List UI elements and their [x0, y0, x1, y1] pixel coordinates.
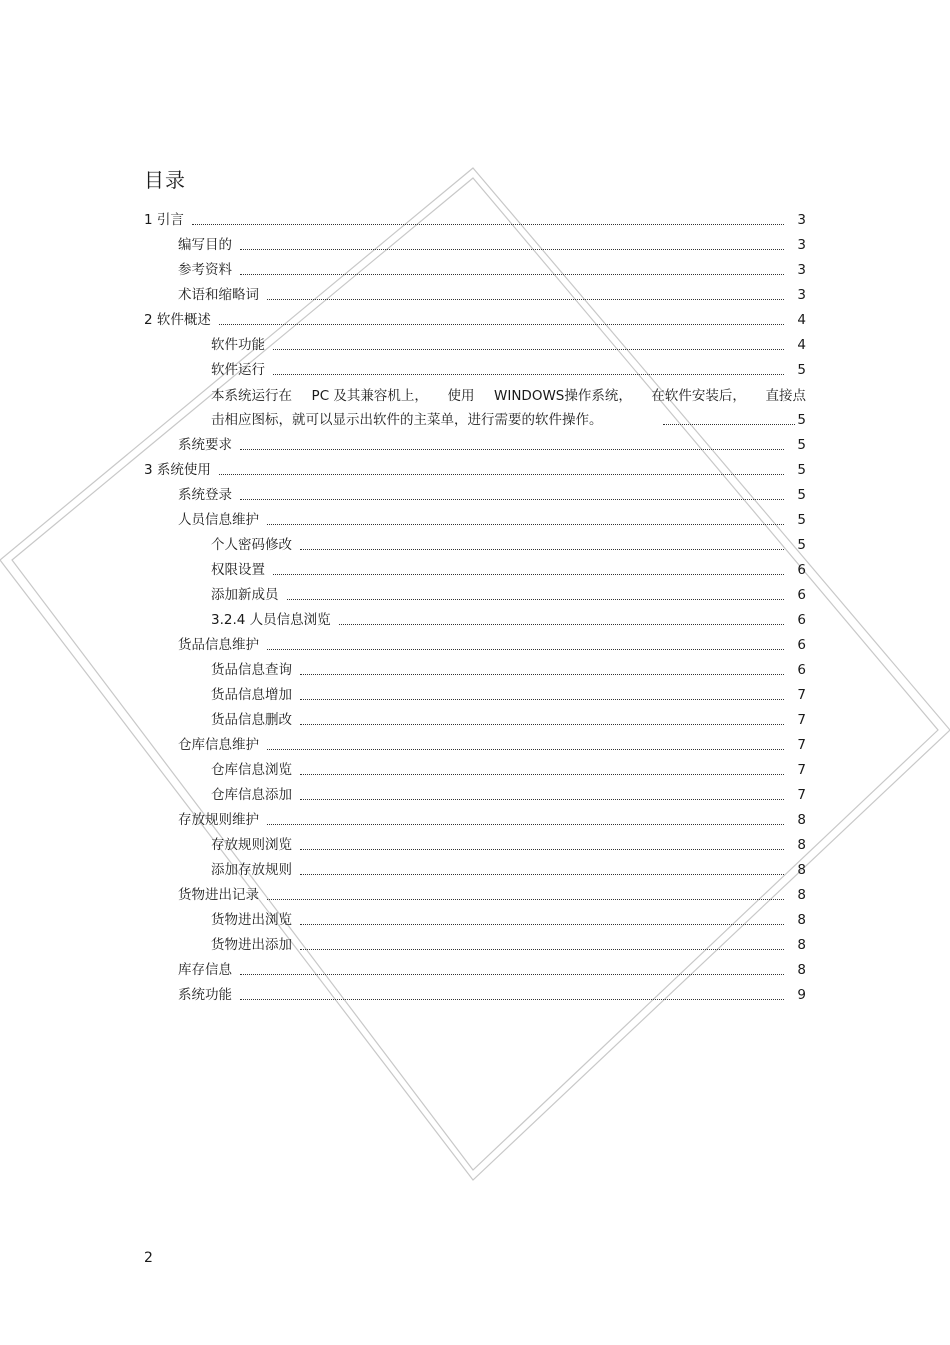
- toc-entry-label: 系统功能: [178, 987, 232, 1003]
- toc-page-number: 7: [797, 787, 806, 803]
- toc-page-number: 5: [797, 412, 806, 428]
- dot-leader: [300, 699, 784, 700]
- dot-leader: [267, 524, 784, 525]
- toc-page-number: 5: [797, 437, 806, 453]
- toc-page-number: 3: [797, 237, 806, 253]
- paragraph-line-1: [211, 382, 806, 405]
- toc-page-number: 7: [797, 762, 806, 778]
- paragraph-word: WINDOWS操作系统，: [494, 388, 632, 404]
- dot-leader: [300, 924, 784, 925]
- dot-leader: [273, 374, 784, 375]
- toc-page-number: 8: [797, 862, 806, 878]
- toc-entry-label: 仓库信息浏览: [211, 762, 292, 778]
- dot-leader: [300, 724, 784, 725]
- toc-entry[interactable]: [144, 230, 806, 255]
- toc-entry-label: 编写目的: [178, 237, 232, 253]
- toc-entry[interactable]: [144, 255, 806, 280]
- toc-page-number: 8: [797, 812, 806, 828]
- toc-entry-label: 术语和缩略词: [178, 287, 259, 303]
- dot-leader: [240, 999, 784, 1000]
- toc-entry[interactable]: [144, 555, 806, 580]
- toc-entry-label: 存放规则浏览: [211, 837, 292, 853]
- toc-page-number: 8: [797, 912, 806, 928]
- toc-entry[interactable]: [144, 305, 806, 330]
- toc-page-number: 5: [797, 362, 806, 378]
- toc-entry-label: 权限设置: [211, 562, 265, 578]
- toc-page-number: 6: [797, 637, 806, 653]
- dot-leader: [339, 624, 784, 625]
- toc-page-number: 4: [797, 312, 806, 328]
- toc-entry-label: 仓库信息添加: [211, 787, 292, 803]
- paragraph-word: PC 及其兼容机上，: [311, 388, 428, 404]
- dot-leader: [663, 424, 796, 425]
- toc-page-number: 6: [797, 562, 806, 578]
- toc-entry[interactable]: [144, 655, 806, 680]
- toc-page-number: 8: [797, 937, 806, 953]
- toc-entry[interactable]: [144, 805, 806, 830]
- toc-page-number: 5: [797, 537, 806, 553]
- dot-leader: [192, 224, 784, 225]
- dot-leader: [267, 749, 784, 750]
- dot-leader: [240, 249, 784, 250]
- toc-entry-label: 系统要求: [178, 437, 232, 453]
- toc-page-number: 8: [797, 887, 806, 903]
- toc-entry[interactable]: [144, 755, 806, 780]
- page-number: 2: [144, 1250, 153, 1266]
- toc-entry-label: 存放规则维护: [178, 812, 259, 828]
- toc-entry[interactable]: [144, 780, 806, 805]
- dot-leader: [267, 824, 784, 825]
- toc-entry[interactable]: [144, 905, 806, 930]
- dot-leader: [267, 299, 784, 300]
- dot-leader: [219, 474, 784, 475]
- toc-entry[interactable]: [144, 355, 806, 380]
- toc-entry[interactable]: [144, 205, 806, 230]
- toc-entry-paragraph[interactable]: [144, 380, 806, 430]
- toc-entry[interactable]: [144, 855, 806, 880]
- toc-entry[interactable]: [144, 480, 806, 505]
- toc-page-number: 5: [797, 462, 806, 478]
- toc-entry[interactable]: [144, 580, 806, 605]
- dot-leader: [267, 649, 784, 650]
- toc-entry[interactable]: [144, 605, 806, 630]
- toc-page-number: 3: [797, 262, 806, 278]
- toc-entry-label: 参考资料: [178, 262, 232, 278]
- dot-leader: [240, 274, 784, 275]
- toc-entry[interactable]: [144, 980, 806, 1005]
- toc-entry-label: 货品信息查询: [211, 662, 292, 678]
- toc-entry-label: 货品信息维护: [178, 637, 259, 653]
- paragraph-word: 直接点: [765, 388, 806, 404]
- toc-entry-label: 个人密码修改: [211, 537, 292, 553]
- toc-entry[interactable]: [144, 730, 806, 755]
- toc-entry[interactable]: [144, 830, 806, 855]
- toc-title: 目录: [144, 168, 186, 192]
- toc-page-number: 8: [797, 962, 806, 978]
- dot-leader: [300, 774, 784, 775]
- paragraph-word: 本系统运行在: [211, 388, 292, 404]
- toc-entry[interactable]: [144, 680, 806, 705]
- dot-leader: [267, 899, 784, 900]
- toc-page-number: 5: [797, 512, 806, 528]
- toc-entry-label: 1 引言: [144, 212, 184, 228]
- toc-entry-label: 3 系统使用: [144, 462, 211, 478]
- toc-page-number: 6: [797, 662, 806, 678]
- toc-entry[interactable]: [144, 330, 806, 355]
- toc-entry-label: 3.2.4 人员信息浏览: [211, 612, 331, 628]
- toc-entry-label: 添加新成员: [211, 587, 279, 603]
- toc-entry[interactable]: [144, 880, 806, 905]
- paragraph-line-2: [211, 405, 806, 429]
- toc-entry-label: 仓库信息维护: [178, 737, 259, 753]
- toc-page-number: 6: [797, 612, 806, 628]
- toc-entry[interactable]: [144, 280, 806, 305]
- dot-leader: [300, 674, 784, 675]
- toc-entry[interactable]: [144, 430, 806, 455]
- toc-page-number: 6: [797, 587, 806, 603]
- toc-page-number: 7: [797, 712, 806, 728]
- toc-page-number: 5: [797, 487, 806, 503]
- dot-leader: [287, 599, 785, 600]
- paragraph-word: 在软件安装后，: [651, 388, 746, 404]
- toc-entry-label: 货品信息增加: [211, 687, 292, 703]
- toc-entry-label: 添加存放规则: [211, 862, 292, 878]
- toc-page-number: 9: [797, 987, 806, 1003]
- dot-leader: [219, 324, 784, 325]
- dot-leader: [273, 574, 784, 575]
- toc-entry-label: 货品信息删改: [211, 712, 292, 728]
- toc-page-number: 7: [797, 687, 806, 703]
- toc-entry[interactable]: [144, 705, 806, 730]
- toc-entry-label: 软件功能: [211, 337, 265, 353]
- paragraph-text: 击相应图标，就可以显示出软件的主菜单，进行需要的软件操作。: [211, 412, 603, 428]
- toc-page-number: 3: [797, 287, 806, 303]
- toc-entry[interactable]: [144, 930, 806, 955]
- dot-leader: [240, 499, 784, 500]
- toc-entry-label: 货物进出记录: [178, 887, 259, 903]
- toc-entry[interactable]: [144, 505, 806, 530]
- toc-entry-label: 货物进出浏览: [211, 912, 292, 928]
- toc-page-number: 7: [797, 737, 806, 753]
- toc-entry[interactable]: [144, 455, 806, 480]
- toc-entry-label: 货物进出添加: [211, 937, 292, 953]
- toc-entry[interactable]: [144, 955, 806, 980]
- dot-leader: [240, 974, 784, 975]
- toc-entry[interactable]: [144, 630, 806, 655]
- dot-leader: [300, 874, 784, 875]
- dot-leader: [300, 799, 784, 800]
- toc-page-number: 3: [797, 212, 806, 228]
- toc-entry[interactable]: [144, 530, 806, 555]
- toc-entry-label: 系统登录: [178, 487, 232, 503]
- toc-page-number: 4: [797, 337, 806, 353]
- toc-entry-label: 软件运行: [211, 362, 265, 378]
- table-of-contents: [144, 205, 806, 1005]
- paragraph-word: 使用: [447, 388, 475, 404]
- toc-entry-label: 库存信息: [178, 962, 232, 978]
- dot-leader: [300, 849, 784, 850]
- toc-entry-label: 2 软件概述: [144, 312, 211, 328]
- toc-page-number: 8: [797, 837, 806, 853]
- dot-leader: [273, 349, 784, 350]
- dot-leader: [300, 949, 784, 950]
- dot-leader: [300, 549, 784, 550]
- toc-entry-label: 人员信息维护: [178, 512, 259, 528]
- dot-leader: [240, 449, 784, 450]
